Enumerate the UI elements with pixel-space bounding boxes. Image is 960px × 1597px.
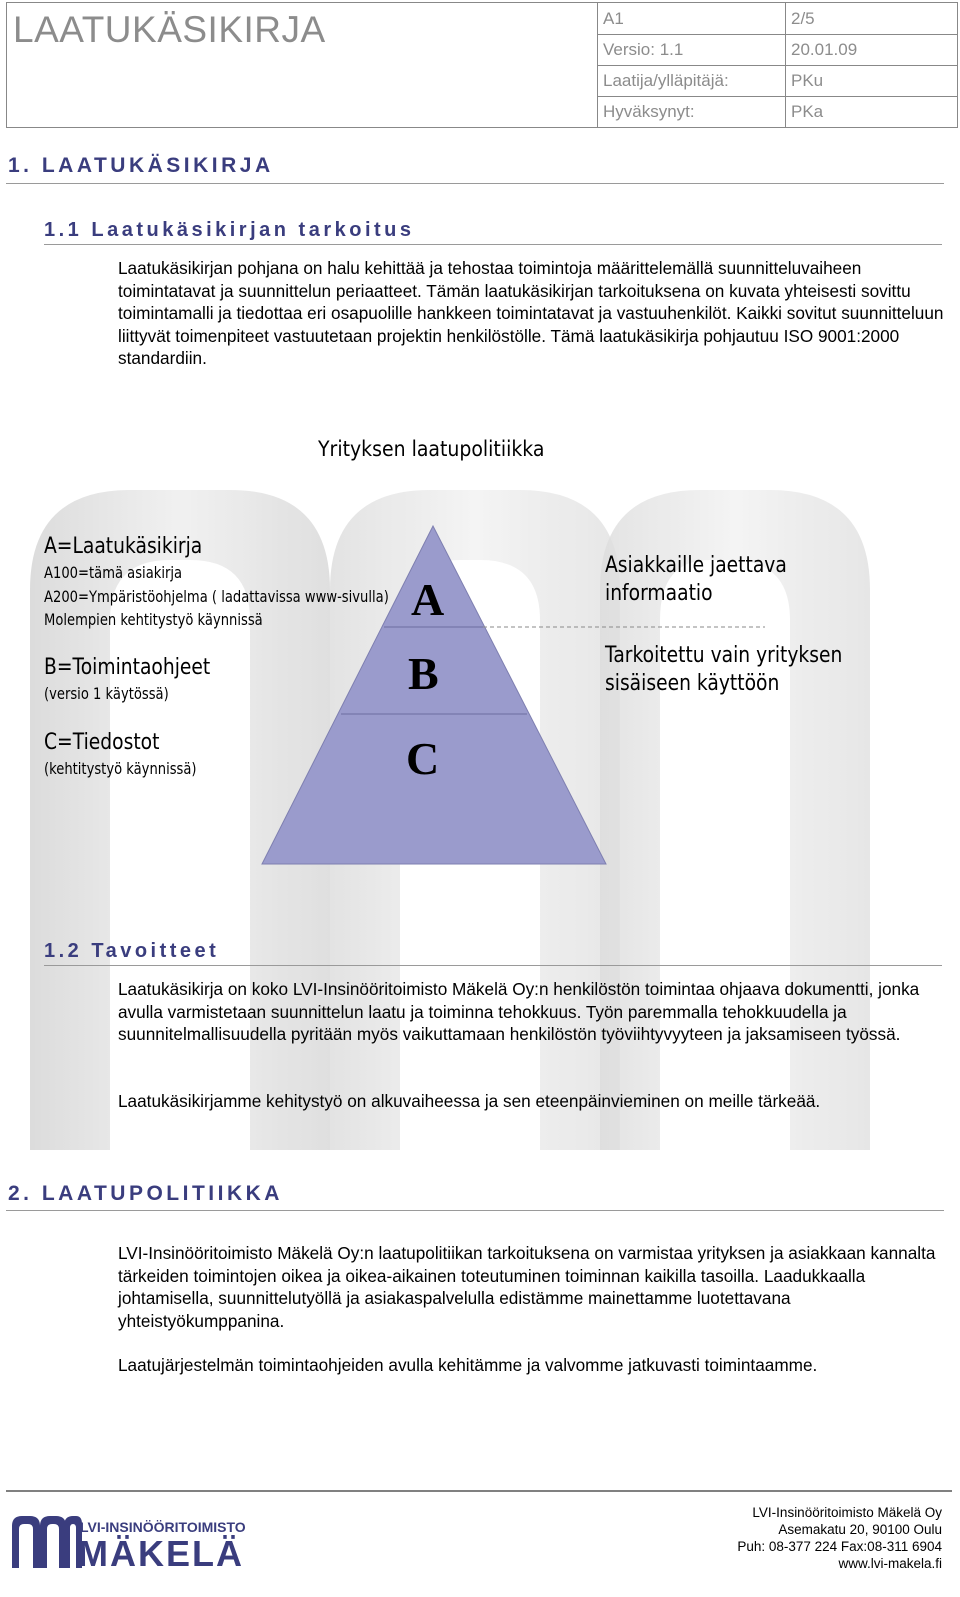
section-heading: 2. LAATUPOLITIIKKA xyxy=(8,1182,283,1205)
header-version: Versio: 1.1 xyxy=(603,40,684,59)
subsection-divider xyxy=(44,244,942,245)
label-b-title: B=Toimintaohjeet xyxy=(44,655,211,680)
goals-paragraph: Laatukäsikirja on koko LVI-Insinööritoimisto Mäkelä Oy:n henkilöstön toimintaa ohjaava dokumentti, jonka avulla varmistetaan suunnittelun laatu ja toiminna tehokkuus. Työn paremmalla tehokkuudella ja suunnitelmallisuudella pyritään myös vaikuttamaan henkilöstön työviihtyvyyteen ja jaksamiseen työssä. xyxy=(118,979,920,1044)
subsection-heading: 1.2 Tavoitteet xyxy=(44,940,220,962)
header-approver-label: Hyväksynyt: xyxy=(603,102,695,121)
label-a-title: A=Laatukäsikirja xyxy=(44,534,203,559)
header-approver: PKa xyxy=(791,102,824,121)
header-author: PKu xyxy=(791,71,824,90)
subsection-divider xyxy=(44,965,942,966)
section-divider xyxy=(6,1210,944,1211)
header-page-number: 2/5 xyxy=(791,9,815,28)
header-doc-code: A1 xyxy=(603,9,624,28)
label-c-title: C=Tiedostot xyxy=(44,730,160,755)
header-date: 20.01.09 xyxy=(791,40,858,59)
label-a-line: A100=tämä asiakirja xyxy=(44,563,183,582)
logo-bottom-text: MÄKELÄ xyxy=(78,1533,244,1572)
policy-paragraph: Laatujärjestelmän toimintaohjeiden avulla kehitämme ja valvomme jatkuvasti toimintaamme. xyxy=(118,1355,818,1375)
header-row xyxy=(598,96,958,127)
header-title-cell xyxy=(7,3,598,127)
diagram-title: Yrityksen laatupolitiikka xyxy=(318,437,545,461)
header-row xyxy=(598,3,958,35)
footer-address: Asemakatu 20, 90100 Oulu xyxy=(778,1522,942,1537)
label-a-line: A200=Ympäristöohjelma ( ladattavissa www-sivulla) xyxy=(44,587,389,606)
header-row xyxy=(598,34,958,66)
section-divider xyxy=(6,183,944,184)
subsection-heading: 1.1 Laatukäsikirjan tarkoitus xyxy=(44,219,415,241)
header-author-label: Laatija/ylläpitäjä: xyxy=(603,71,729,90)
label-external-line: Asiakkaille jaettava xyxy=(605,553,787,578)
logo-top-text: LVI-INSINÖÖRITOIMISTO xyxy=(80,1519,246,1535)
footer-website[interactable]: www.lvi-makela.fi xyxy=(838,1556,942,1571)
label-internal-line: Tarkoitettu vain yrityksen xyxy=(605,643,843,668)
document-header xyxy=(6,2,958,128)
label-c-line: (kehtitystyö käynnissä) xyxy=(44,759,197,778)
pyramid-letter-c: C xyxy=(406,733,440,784)
policy-paragraph: LVI-Insinööritoimisto Mäkelä Oy:n laatupolitiikan tarkoituksena on varmistaa yrityksen ja asiakkaan kannalta tärkeiden toimintojen oikea ja oikea-aikainen toteutuminen toiminnan kaikilla tasoilla. Laadukkaalla johtamisella, suunnittelutyöllä ja asiakaspalvelulla edistämme mainettamme luotettavana yhteistyökumppanina. xyxy=(118,1243,936,1331)
goals-paragraph: Laatukäsikirjamme kehitystyö on alkuvaiheessa ja sen eteenpäinvieminen on meille tärkeää. xyxy=(118,1091,821,1111)
footer-phone: Puh: 08-377 224 Fax:08-311 6904 xyxy=(737,1539,942,1554)
header-row xyxy=(598,65,958,97)
pyramid-letter-b: B xyxy=(408,648,439,699)
footer-contact xyxy=(737,1504,942,1572)
label-internal-line: sisäiseen käyttöön xyxy=(605,671,780,696)
label-external-line: informaatio xyxy=(605,581,713,606)
footer-divider xyxy=(6,1490,952,1492)
section-heading: 1. LAATUKÄSIKIRJA xyxy=(8,154,274,177)
company-logo xyxy=(10,1512,250,1572)
label-a-line: Molempien kehtitystyö käynnissä xyxy=(44,610,263,629)
pyramid-letter-a: A xyxy=(411,574,445,625)
document-title: LAATUKÄSIKIRJA xyxy=(13,9,326,50)
label-b-line: (versio 1 käytössä) xyxy=(44,684,169,703)
purpose-paragraph: Laatukäsikirjan pohjana on halu kehittää ja tehostaa toimintoja määrittelemällä suunnitteluvaiheen toimintatavat ja suunnittelun periaatteet. Tämän laatukäsikirjan tarkoituksena on kuvata yhteisesti sovittu toimintamalli ja tiedottaa eri osapuolille hankkeen toimintatavat ja vastuuhenkilöt. Kaikki sovitut suunnitteluun liittyvät toimenpiteet vastuutetaan projektin henkilöstölle. Tämä laatukäsikirja pohjautuu ISO 9001:2000 standardiin. xyxy=(118,258,944,368)
footer-company: LVI-Insinööritoimisto Mäkelä Oy xyxy=(752,1505,942,1520)
